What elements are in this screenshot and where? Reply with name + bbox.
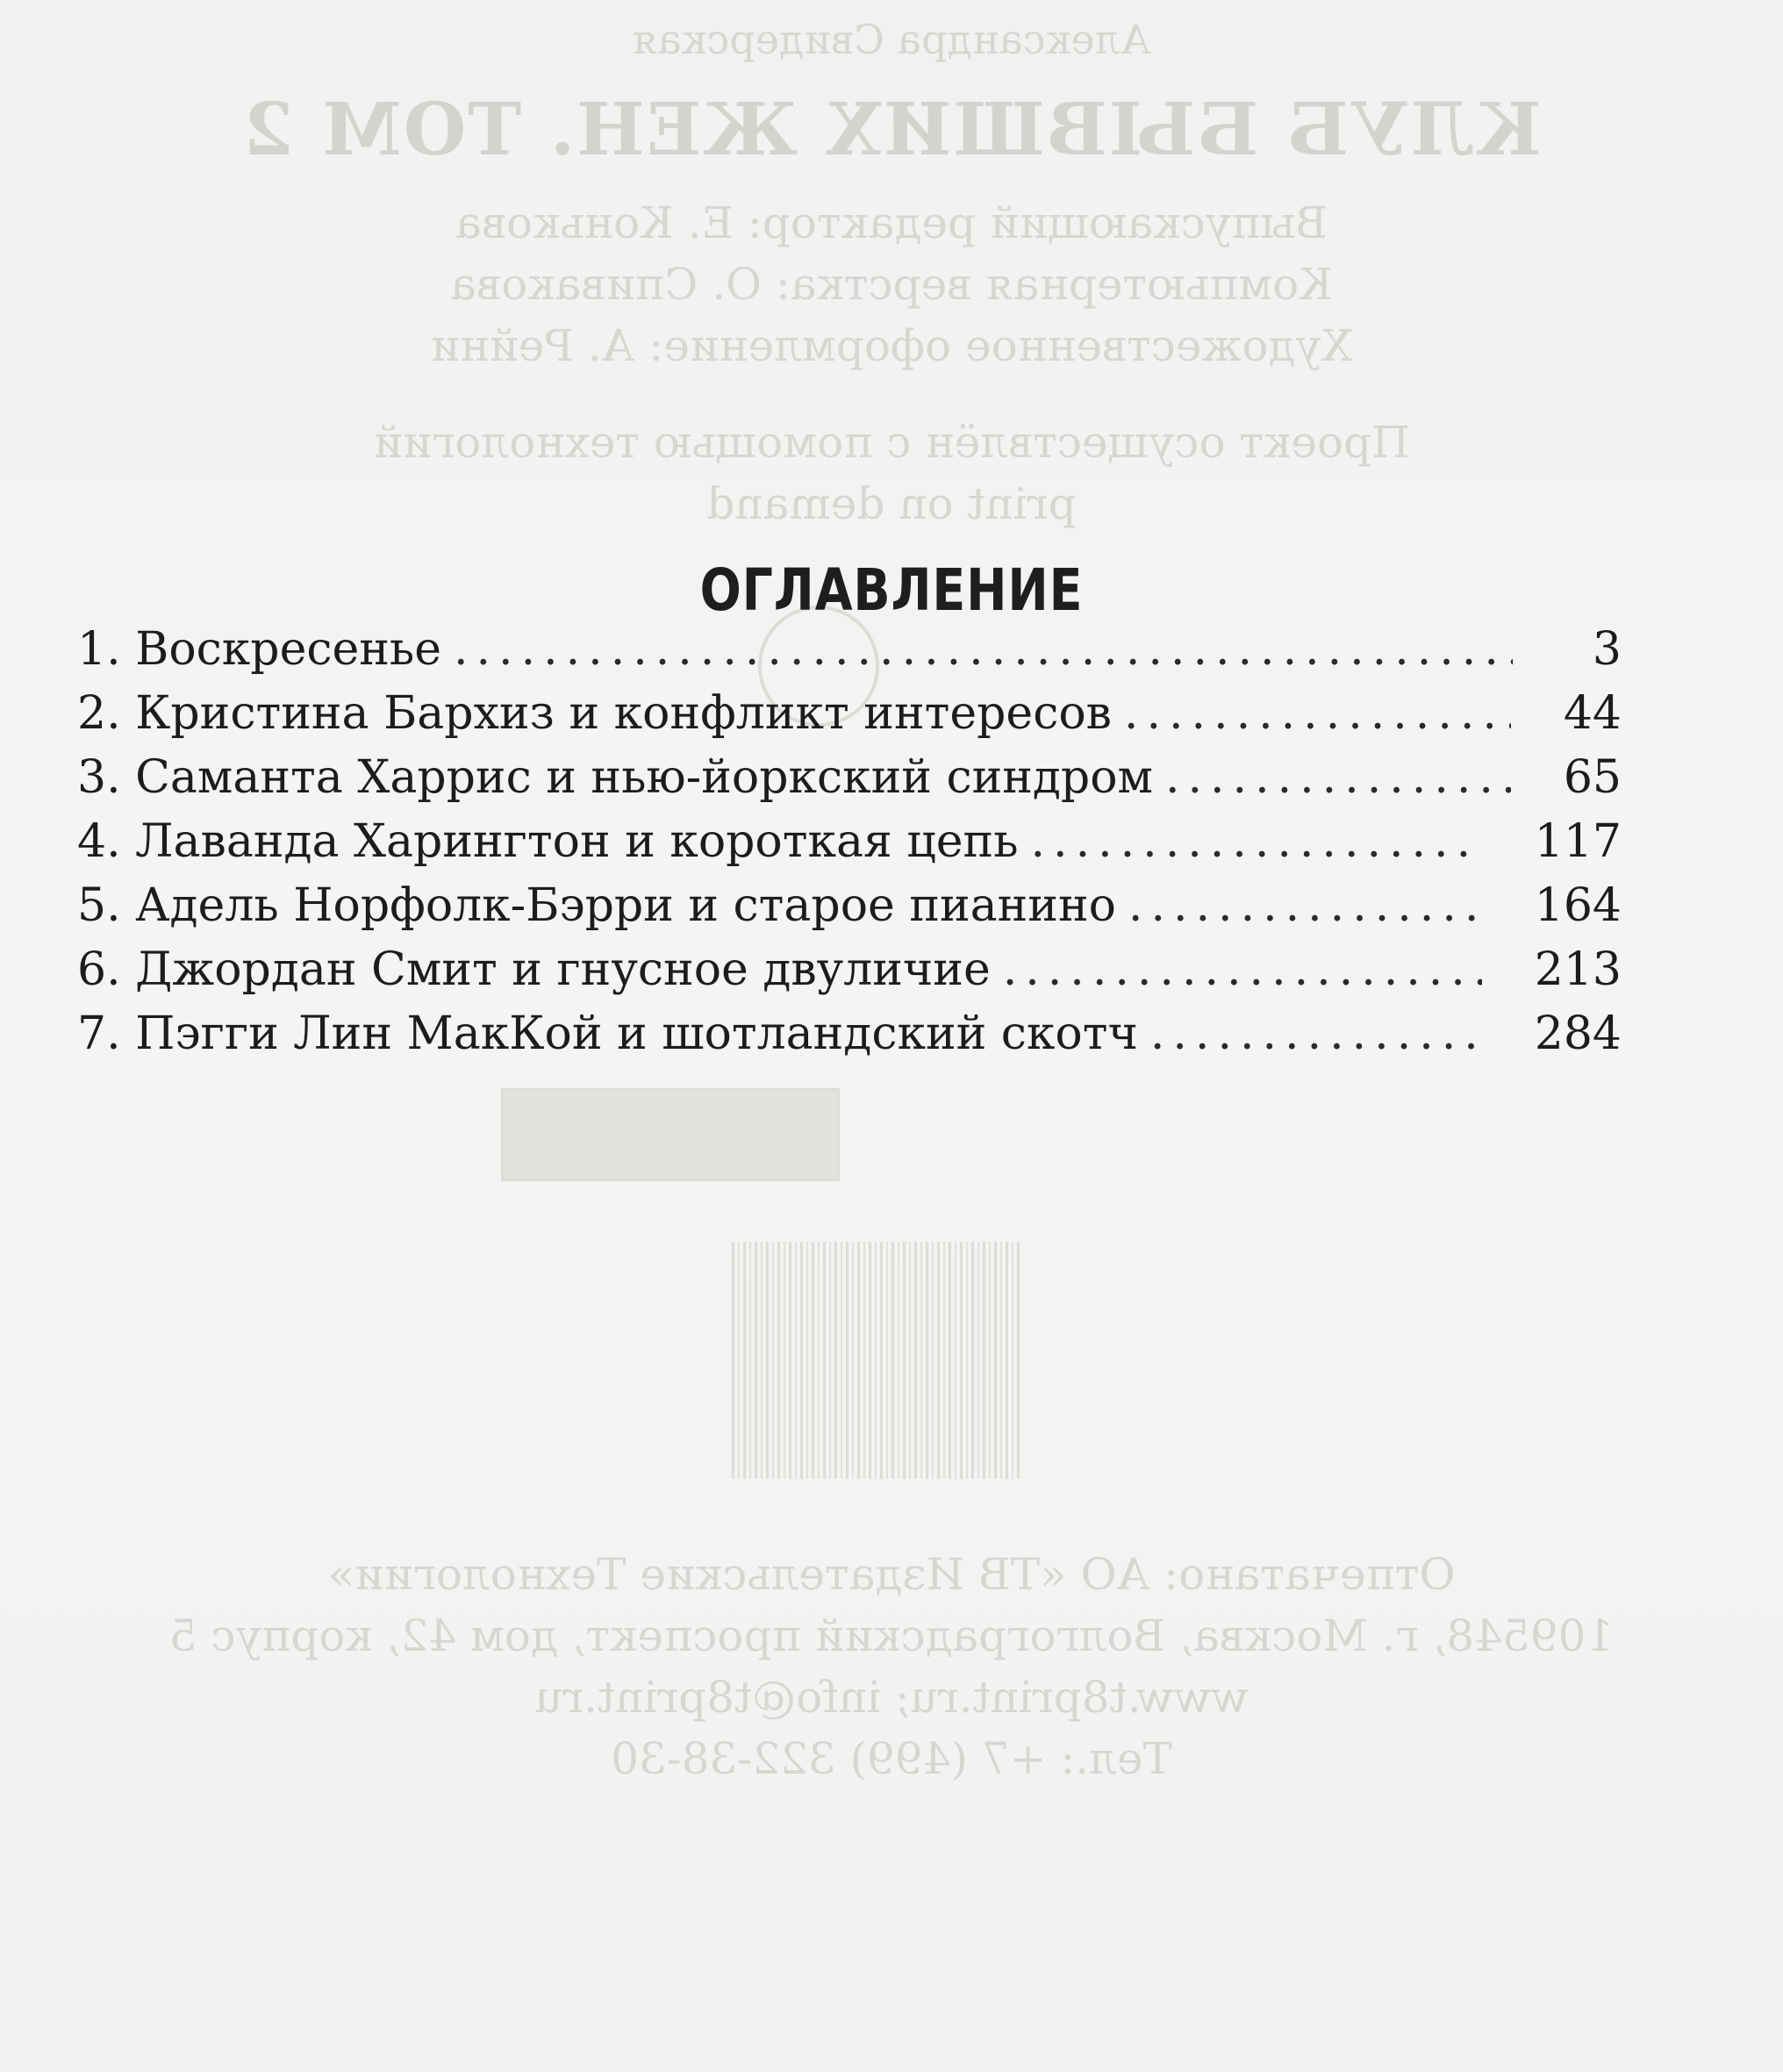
- toc-entry: [77, 623, 1622, 687]
- bleed-author-line: Александра Свидерская: [632, 16, 1151, 63]
- bleed-credit-line: Отпечатано: АО «ТВ Издательские Технологии»: [327, 1549, 1456, 1600]
- toc-entry-title: 5. Адель Норфолк-Бэрри и старое пианино: [77, 879, 1116, 932]
- toc-entry-page-number: 284: [1534, 1007, 1622, 1060]
- toc-entry: [77, 879, 1622, 943]
- bleed-credit-line: Выпускающий редактор: Е. Конькова: [455, 197, 1328, 248]
- bleed-credit-line: www.t8print.ru; info@t8print.ru: [533, 1672, 1250, 1723]
- toc-entry: [77, 943, 1622, 1007]
- toc-entry-page-number: 164: [1534, 879, 1622, 932]
- bleed-title-line: КЛУБ БЫВШИХ ЖЕН. ТОМ 2: [241, 88, 1542, 172]
- toc-heading: ОГЛАВЛЕНИЕ: [699, 556, 1084, 625]
- dot-leader: [1031, 815, 1482, 868]
- toc-entry-page-number: 117: [1534, 815, 1622, 868]
- dot-leader: [1128, 879, 1482, 932]
- toc-entry: [77, 1007, 1622, 1072]
- toc-entry-title: 4. Лаванда Харингтон и короткая цепь: [77, 815, 1019, 868]
- toc-entry-page-number: 3: [1592, 623, 1622, 676]
- bleed-credit-line: Проект осуществлён с помощью технологий: [373, 417, 1410, 468]
- toc-entry: [77, 687, 1622, 751]
- bleed-credit-line: print on demand: [706, 478, 1077, 529]
- toc-entry-page-number: 44: [1563, 687, 1622, 740]
- stamp-shape: [501, 1088, 840, 1181]
- toc-entry-title: 6. Джордан Смит и гнусное двуличие: [77, 943, 991, 996]
- dot-leader: [1165, 751, 1511, 804]
- toc-entry-title: 7. Пэгги Лин МакКой и шотландский скотч: [77, 1007, 1138, 1060]
- toc-entry-title: 2. Кристина Бархиз и конфликт интересов: [77, 687, 1112, 740]
- bleed-credit-line: Компьютерная верстка: О. Спивакова: [450, 259, 1333, 310]
- dot-leader: [1124, 687, 1511, 740]
- bleed-credit-line: Тел.: +7 (499) 322-38-30: [611, 1733, 1172, 1784]
- barcode-shape: [730, 1242, 1020, 1479]
- dot-leader: [1150, 1007, 1482, 1060]
- toc-entry-title: 1. Воскресенье: [77, 623, 441, 676]
- toc-list: [77, 623, 1622, 1072]
- bleed-credit-line: 109548, г. Москва, Волгоградский проспект, дом 42, корпус 5: [168, 1610, 1615, 1661]
- toc-entry-page-number: 65: [1563, 751, 1622, 804]
- dot-leader: [454, 623, 1513, 676]
- toc-entry: [77, 815, 1622, 879]
- toc-entry-page-number: 213: [1534, 943, 1622, 996]
- bleed-credit-line: Художественное оформление: А. Рейни: [430, 320, 1353, 371]
- dot-leader: [1003, 943, 1482, 996]
- toc-entry-title: 3. Саманта Харрис и нью-йоркский синдром: [77, 751, 1153, 804]
- toc-entry: [77, 751, 1622, 815]
